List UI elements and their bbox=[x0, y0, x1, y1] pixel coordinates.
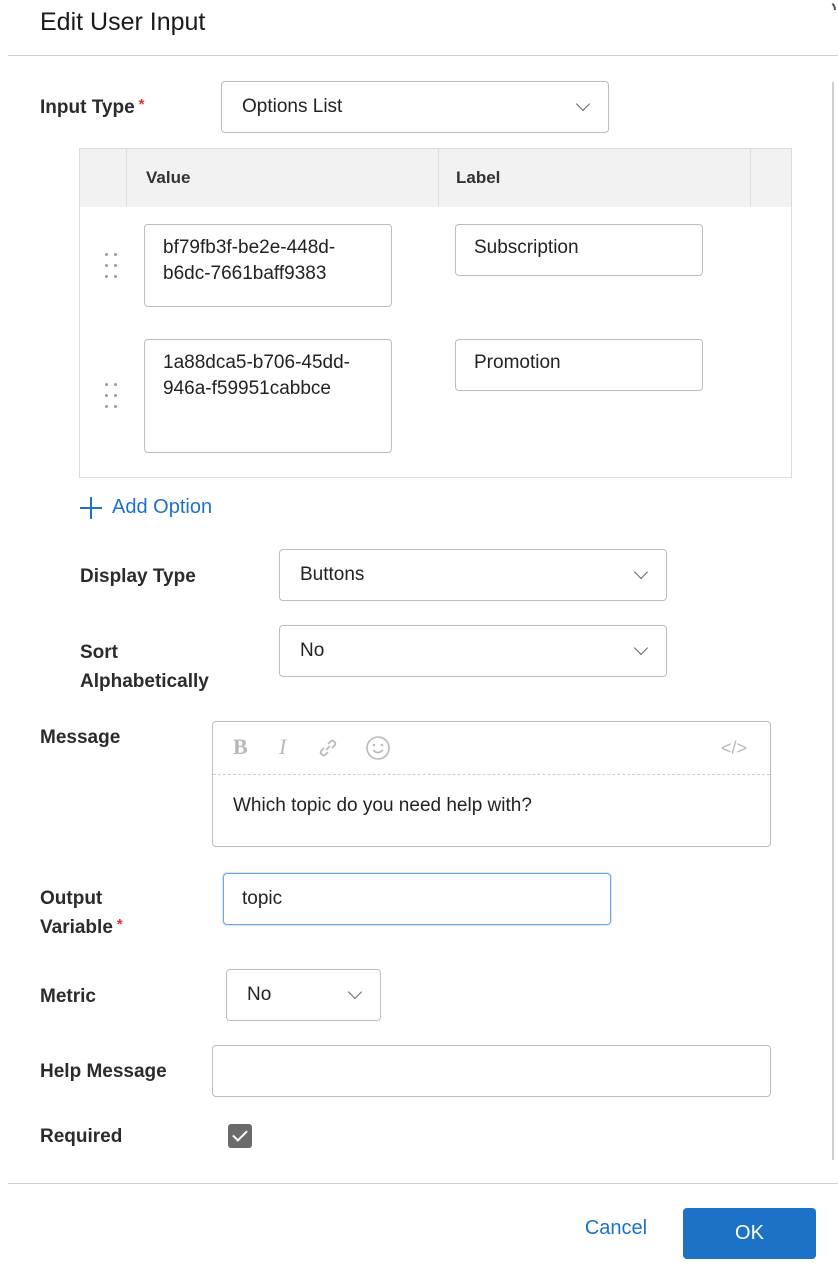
add-option-label: Add Option bbox=[112, 496, 213, 518]
cancel-button[interactable]: Cancel bbox=[584, 1217, 648, 1239]
dialog-title: Edit User Input bbox=[40, 8, 206, 36]
required-asterisk: * bbox=[138, 96, 145, 113]
chevron-down-icon bbox=[348, 985, 362, 999]
chevron-down-icon bbox=[634, 565, 648, 579]
chevron-down-icon bbox=[576, 97, 590, 111]
output-variable-label-line2 bbox=[40, 913, 123, 943]
input-type-value: Options List bbox=[242, 96, 343, 117]
metric-label: Metric bbox=[40, 986, 96, 1007]
add-option-button[interactable] bbox=[80, 496, 212, 519]
header-divider bbox=[8, 55, 838, 56]
option-value-input[interactable]: bf79fb3f-be2e-448d-b6dc-7661baff9383 bbox=[144, 224, 392, 307]
sort-alphabetically-select[interactable] bbox=[279, 625, 667, 677]
output-variable-label-line1: Output bbox=[40, 888, 103, 909]
input-type-label-text: Input Type bbox=[40, 97, 135, 118]
emoji-icon[interactable] bbox=[365, 735, 391, 767]
output-variable-label bbox=[40, 884, 123, 943]
value-column-header: Value bbox=[146, 168, 191, 187]
help-message-input[interactable] bbox=[212, 1045, 771, 1097]
message-content[interactable]: Which topic do you need help with? bbox=[233, 795, 532, 816]
column-divider bbox=[126, 149, 127, 207]
option-label-input[interactable]: Promotion bbox=[455, 339, 703, 391]
option-label-input[interactable]: Subscription bbox=[455, 224, 703, 276]
metric-select[interactable] bbox=[226, 969, 381, 1021]
drag-handle-icon[interactable] bbox=[105, 253, 119, 281]
options-table-header bbox=[80, 149, 791, 207]
italic-icon[interactable]: I bbox=[279, 734, 287, 759]
bold-icon[interactable]: B bbox=[233, 734, 248, 759]
label-column-header: Label bbox=[456, 168, 501, 187]
scrollbar[interactable] bbox=[832, 82, 834, 1160]
message-editor[interactable] bbox=[212, 721, 771, 847]
link-icon[interactable] bbox=[316, 736, 340, 766]
options-table bbox=[79, 148, 792, 478]
display-type-value: Buttons bbox=[300, 564, 365, 585]
option-value-input[interactable]: 1a88dca5-b706-45dd-946a-f59951cabbce bbox=[144, 339, 392, 453]
sort-label-line2: Alphabetically bbox=[80, 671, 209, 692]
output-variable-input[interactable]: topic bbox=[223, 873, 611, 925]
output-variable-label-text: Variable bbox=[40, 917, 113, 938]
code-icon[interactable]: </> bbox=[721, 738, 748, 758]
drag-handle-icon[interactable] bbox=[105, 383, 119, 411]
window-corner bbox=[826, 0, 836, 10]
input-type-select[interactable] bbox=[221, 81, 609, 133]
display-type-select[interactable] bbox=[279, 549, 667, 601]
sort-alphabetically-value: No bbox=[300, 640, 325, 661]
sort-alphabetically-label bbox=[80, 638, 209, 696]
footer-divider bbox=[8, 1183, 838, 1184]
display-type-label: Display Type bbox=[80, 566, 196, 587]
ok-button[interactable]: OK bbox=[683, 1208, 816, 1259]
required-checkbox[interactable] bbox=[228, 1124, 252, 1148]
input-type-label bbox=[40, 93, 144, 123]
column-divider bbox=[750, 149, 751, 207]
required-asterisk: * bbox=[116, 916, 123, 933]
required-label: Required bbox=[40, 1126, 123, 1147]
message-label: Message bbox=[40, 727, 121, 748]
plus-icon bbox=[80, 497, 102, 519]
metric-value: No bbox=[247, 984, 272, 1005]
help-message-label: Help Message bbox=[40, 1061, 167, 1082]
editor-toolbar bbox=[213, 722, 770, 775]
sort-label-line1: Sort bbox=[80, 642, 118, 663]
column-divider bbox=[438, 149, 439, 207]
chevron-down-icon bbox=[634, 641, 648, 655]
